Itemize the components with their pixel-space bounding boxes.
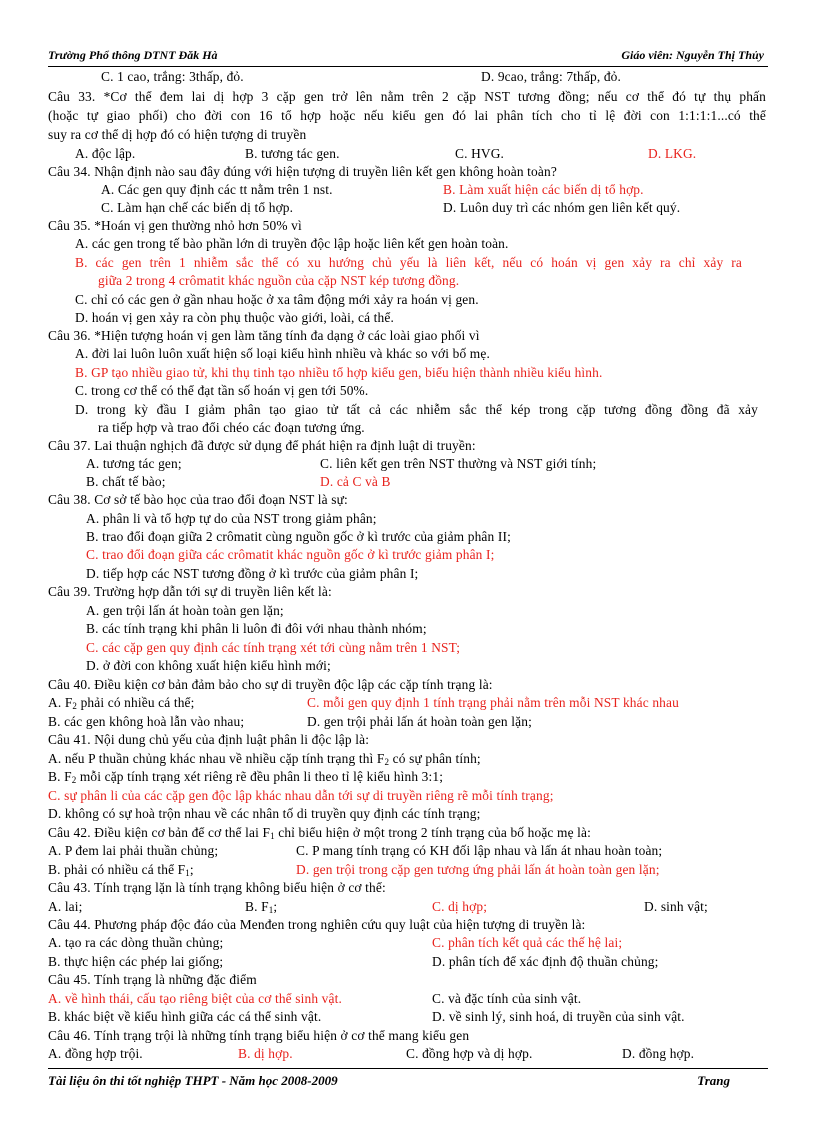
- q46-option-c: C. đồng hợp và dị hợp.: [406, 1046, 533, 1061]
- q38-option-d: D. tiếp hợp các NST tương đồng ở kì trước của giảm phân I;: [86, 566, 419, 581]
- q36-option-b: B. GP tạo nhiều giao tử, khi thụ tinh tạo nhiều tổ hợp kiểu gen, biểu hiện thành nhiều kiểu hình.: [75, 365, 603, 380]
- q42-option-b: B. phải có nhiều cá thể $F_1$;: [48, 862, 194, 878]
- q34-option-a: A. Các gen quy định các tt nằm trên 1 nst.: [101, 182, 333, 197]
- q44-option-c: C. phân tích kết quả các thế hệ lai;: [432, 935, 623, 950]
- q42-option-a: A. P đem lai phải thuần chủng;: [48, 843, 219, 858]
- q36-option-c: C. trong cơ thể có thể đạt tần số hoán vị gen tới 50%.: [75, 383, 369, 398]
- q43-option-b: B. $F_1$;: [245, 899, 278, 915]
- q38-option-c: C. trao đổi đoạn giữa các crômatit khác nguồn gốc ở kì trước giảm phân I;: [86, 547, 495, 562]
- q35-option-b-line1: B. các gen trên 1 nhiễm sắc thể có xu hướng chủ yếu là liên kết, nếu có hoán vị gen xảy ra chỉ xảy ra: [75, 255, 742, 270]
- q33-option-b: B. tương tác gen.: [245, 146, 340, 161]
- q44-option-d: D. phân tích để xác định độ thuần chủng;: [432, 954, 659, 969]
- q41-option-c: C. sự phân li của các cặp gen độc lập khác nhau dẫn tới sự di truyền riêng rẽ mỗi tính trạng;: [48, 788, 554, 803]
- q39-option-d: D. ở đời con không xuất hiện kiểu hình mới;: [86, 658, 331, 673]
- question-36: Câu 36. *Hiện tượng hoán vị gen làm tăng tính đa dạng ở các loài giao phối vì: [48, 328, 480, 343]
- header-rule: [48, 66, 768, 67]
- footer-rule: [48, 1068, 768, 1069]
- question-43: Câu 43. Tính trạng lặn là tính trạng không biểu hiện ở cơ thể:: [48, 880, 386, 895]
- q45-option-a: A. về hình thái, cấu tạo riêng biệt của cơ thể sinh vật.: [48, 991, 342, 1006]
- q34-option-d: D. Luôn duy trì các nhóm gen liên kết quý.: [443, 200, 681, 215]
- option-c: C. 1 cao, trắng: 3thấp, đỏ.: [101, 69, 244, 84]
- q33-option-c: C. HVG.: [455, 146, 505, 161]
- question-35: Câu 35. *Hoán vị gen thường nhỏ hơn 50% vì: [48, 218, 302, 233]
- question-33-line1: Câu 33. *Cơ thể đem lai dị hợp 3 cặp gen trở lên nằm trên 2 cặp NST tương đồng; nếu cơ thể đó tự thụ phấn: [48, 89, 766, 104]
- q42-option-d: D. gen trội trong cặp gen tương ứng phải lấn át hoàn toàn gen lặn;: [296, 862, 660, 877]
- q34-option-b: B. Làm xuất hiện các biến dị tổ hợp.: [443, 182, 644, 197]
- question-41: Câu 41. Nội dung chủ yếu của định luật phân li độc lập là:: [48, 732, 370, 747]
- q37-option-d: D. cả C và B: [320, 474, 391, 489]
- q40-option-d: D. gen trội phải lấn át hoàn toàn gen lặn;: [307, 714, 532, 729]
- question-40: Câu 40. Điều kiện cơ bản đảm bảo cho sự di truyền độc lập các cặp tính trạng là:: [48, 677, 493, 692]
- question-46: Câu 46. Tính trạng trội là những tính trạng biểu hiện ở cơ thể mang kiểu gen: [48, 1028, 470, 1043]
- q39-option-b: B. các tính trạng khi phân li luôn đi đôi với nhau thành nhóm;: [86, 621, 427, 636]
- header-teacher: Giáo viên: Nguyễn Thị Thủy: [621, 48, 764, 62]
- q34-option-c: C. Làm hạn chế các biến dị tổ hợp.: [101, 200, 294, 215]
- q33-option-d: D. LKG.: [648, 146, 697, 161]
- q41-option-d: D. không có sự hoà trộn nhau về các nhân tố di truyền quy định các tính trạng;: [48, 806, 481, 821]
- q35-option-d: D. hoán vị gen xảy ra còn phụ thuộc vào giới, loài, cá thể.: [75, 310, 394, 325]
- q46-option-d: D. đồng hợp.: [622, 1046, 695, 1061]
- q35-option-a: A. các gen trong tế bào phần lớn di truyền độc lập hoặc liên kết gen hoàn toàn.: [75, 236, 509, 251]
- q40-option-c: C. mỗi gen quy định 1 tính trạng phải nằm trên mỗi NST khác nhau: [307, 695, 679, 710]
- question-37: Câu 37. Lai thuận nghịch đã được sử dụng để phát hiện ra định luật di truyền:: [48, 438, 476, 453]
- question-33-line3: suy ra cơ thể dị hợp đó có hiện tượng di truyền: [48, 127, 307, 142]
- q41-option-b: B. $F_2$ mỗi cặp tính trạng xét riêng rẽ đều phân li theo tỉ lệ kiểu hình 3:1;: [48, 769, 444, 785]
- option-d: D. 9cao, trắng: 7thấp, đỏ.: [481, 69, 622, 84]
- page-header: [48, 48, 768, 64]
- q43-option-a: A. lai;: [48, 899, 83, 914]
- question-33-line2: (hoặc tự giao phối) cho đời con 16 tổ hợp hoặc nếu kiểu gen đó lai phân tích cho tỉ lệ đời con 1:1:1:1...có thể: [48, 108, 766, 123]
- q36-option-d-line1: D. trong kỳ đầu I giảm phân tạo giao tử tất cả các nhiễm sắc thể kép trong cặp tương đồng đồng đã xảy: [75, 402, 758, 417]
- q40-option-a: A. $F_2$ phải có nhiều cá thể;: [48, 695, 195, 711]
- q37-option-a: A. tương tác gen;: [86, 456, 182, 471]
- q45-option-c: C. và đặc tính của sinh vật.: [432, 991, 582, 1006]
- q36-option-a: A. đời lai luôn luôn xuất hiện số loại kiểu hình nhiều và khác so với bố mẹ.: [75, 346, 490, 361]
- q46-option-b: B. dị hợp.: [238, 1046, 293, 1061]
- q43-option-c: C. dị hợp;: [432, 899, 488, 914]
- page-footer: [48, 1073, 768, 1089]
- q45-option-b: B. khác biệt về kiểu hình giữa các cá thể sinh vật.: [48, 1009, 322, 1024]
- question-38: Câu 38. Cơ sở tế bào học của trao đổi đoạn NST là sự:: [48, 492, 348, 507]
- question-44: Câu 44. Phương pháp độc đáo của Menđen trong nghiên cứu quy luật của hiện tượng di truyền là:: [48, 917, 586, 932]
- q36-option-d-line2: ra tiếp hợp và trao đổi chéo các đoạn tương ứng.: [98, 420, 365, 435]
- q40-option-b: B. các gen không hoà lẫn vào nhau;: [48, 714, 245, 729]
- question-45: Câu 45. Tính trạng là những đặc điểm: [48, 972, 257, 987]
- question-39: Câu 39. Trường hợp dẫn tới sự di truyền liên kết là:: [48, 584, 332, 599]
- q44-option-a: A. tạo ra các dòng thuần chủng;: [48, 935, 224, 950]
- q43-option-d: D. sinh vật;: [644, 899, 708, 914]
- q45-option-d: D. về sinh lý, sinh hoá, di truyền của sinh vật.: [432, 1009, 685, 1024]
- footer-title: Tài liệu ôn thi tốt nghiệp THPT - Năm học 2008-2009: [48, 1073, 338, 1088]
- question-42: Câu 42. Điều kiện cơ bản để cơ thể lai $F_1$ chỉ biểu hiện ở một trong 2 tính trạng của bố hoặc mẹ là:: [48, 825, 591, 841]
- q46-option-a: A. đồng hợp trội.: [48, 1046, 143, 1061]
- question-34: Câu 34. Nhận định nào sau đây đúng với hiện tượng di truyền liên kết gen không hoàn toàn?: [48, 164, 557, 179]
- q33-option-a: A. độc lập.: [75, 146, 136, 161]
- q38-option-a: A. phân li và tổ hợp tự do của NST trong giảm phân;: [86, 511, 377, 526]
- header-school: Trường Phổ thông DTNT Đăk Hà: [48, 48, 218, 62]
- q39-option-c: C. các cặp gen quy định các tính trạng xét tới cùng nằm trên 1 NST;: [86, 640, 461, 655]
- q41-option-a: A. nếu P thuần chủng khác nhau về nhiều cặp tính trạng thì $F_2$ có sự phân tính;: [48, 751, 481, 767]
- q37-option-b: B. chất tế bào;: [86, 474, 166, 489]
- footer-page-label: Trang: [697, 1073, 730, 1088]
- q42-option-c: C. P mang tính trạng có KH đối lập nhau và lấn át nhau hoàn toàn;: [296, 843, 663, 858]
- q35-option-b-line2: giữa 2 trong 4 crômatit khác nguồn của cặp NST kép tương đồng.: [98, 273, 460, 288]
- q37-option-c: C. liên kết gen trên NST thường và NST giới tính;: [320, 456, 597, 471]
- q35-option-c: C. chỉ có các gen ở gần nhau hoặc ở xa tâm động mới xảy ra hoán vị gen.: [75, 292, 479, 307]
- q39-option-a: A. gen trội lấn át hoàn toàn gen lặn;: [86, 603, 284, 618]
- q44-option-b: B. thực hiện các phép lai giống;: [48, 954, 224, 969]
- q38-option-b: B. trao đổi đoạn giữa 2 crômatit cùng nguồn gốc ở kì trước của giảm phân II;: [86, 529, 511, 544]
